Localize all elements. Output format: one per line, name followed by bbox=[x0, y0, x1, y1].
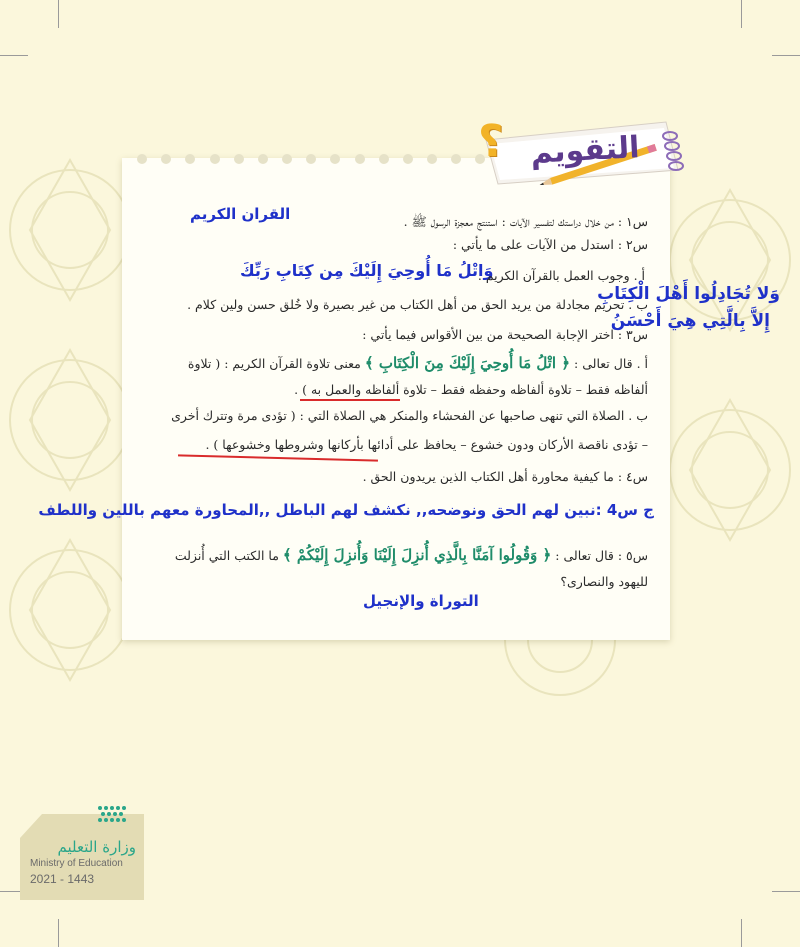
answer-2a: وَاتْلُ مَا أُوحِيَ إِلَيْكَ مِن كِتَابِ رَبِّكَ bbox=[240, 261, 494, 280]
question-2a: أ . وجوب العمل بالقرآن الكريم . bbox=[477, 268, 645, 283]
question-3a bbox=[188, 354, 648, 372]
page-title: التقويم bbox=[529, 130, 641, 171]
question-3b-options: – تؤدى ناقصة الأركان ودون خشوع – يحافظ على أدائها بأركانها وشروطها وخشوعها ) . bbox=[205, 437, 648, 452]
answer-4: ج س4 :نبين لهم الحق ونوضحه,, نكشف لهم الباطل ,,المحاورة معهم باللين واللطف bbox=[38, 501, 654, 519]
question-3a-tail: معنى تلاوة القرآن الكريم : ( تلاوة bbox=[187, 356, 361, 371]
question-2b: ب . تحريم مجادلة من يريد الحق من أهل الكتاب من غير بصيرة ولا خُلق حسن ولين كلام . bbox=[187, 297, 648, 312]
ministry-name-english: Ministry of Education bbox=[30, 858, 123, 869]
edition-year: 2021 - 1443 bbox=[30, 872, 95, 886]
question-2: س٢ : استدل من الآيات على ما يأتي : bbox=[452, 237, 648, 252]
answer-2b-line2: إِلاَّ بِالَّتِي هِيَ أَحْسَنُ bbox=[610, 311, 770, 331]
quran-verse: ﴿ وَقُولُوا آمَنَّا بِالَّذِي أُنزِلَ إِلَيْنَا وَأُنزِلَ إِلَيْكُمْ ﴾ bbox=[282, 546, 552, 564]
question-4: س٤ : ما كيفية محاورة أهل الكتاب الذين يريدون الحق . bbox=[362, 469, 648, 484]
question-5-line2: لليهود والنصارى؟ bbox=[560, 574, 648, 589]
question-3a-options: ألفاظه فقط – تلاوة ألفاظه وحفظه فقط – تلاوة ألفاظه والعمل به ) . bbox=[294, 382, 648, 397]
question-3: س٣ : اختر الإجابة الصحيحة من بين الأقواس فيما يأتي : bbox=[362, 327, 648, 342]
answer-5: التوراة والإنجيل bbox=[363, 592, 479, 610]
answer-underline bbox=[300, 399, 400, 401]
ministry-name-arabic: وزارة التعليم bbox=[57, 838, 136, 856]
question-3b: ب . الصلاة التي تنهى صاحبها عن الفحشاء والمنكر هي الصلاة التي : ( تؤدى مرة وتترك أخرى bbox=[171, 408, 648, 423]
question-3a-lead: أ . قال تعالى : bbox=[574, 356, 648, 371]
question-5 bbox=[175, 546, 648, 564]
question-5-lead: س٥ : قال تعالى : bbox=[555, 548, 648, 563]
answer-2b-line1: وَلا تُجَادِلُوا أَهْلَ الْكِتَابِ bbox=[597, 284, 780, 304]
question-1: س١ : من خلال دراستك لتفسير الآيات : استنتج معجزة الرسول ﷺ . bbox=[403, 214, 648, 229]
answer-1: القران الكريم bbox=[190, 205, 291, 223]
quran-verse: ﴿ اتْلُ مَا أُوحِيَ إِلَيْكَ مِنَ الْكِتَابِ ﴾ bbox=[364, 354, 571, 372]
question-mark-badge: ؟ bbox=[478, 116, 504, 167]
question-5-tail: ما الكتب التي أُنزلت bbox=[174, 548, 279, 563]
